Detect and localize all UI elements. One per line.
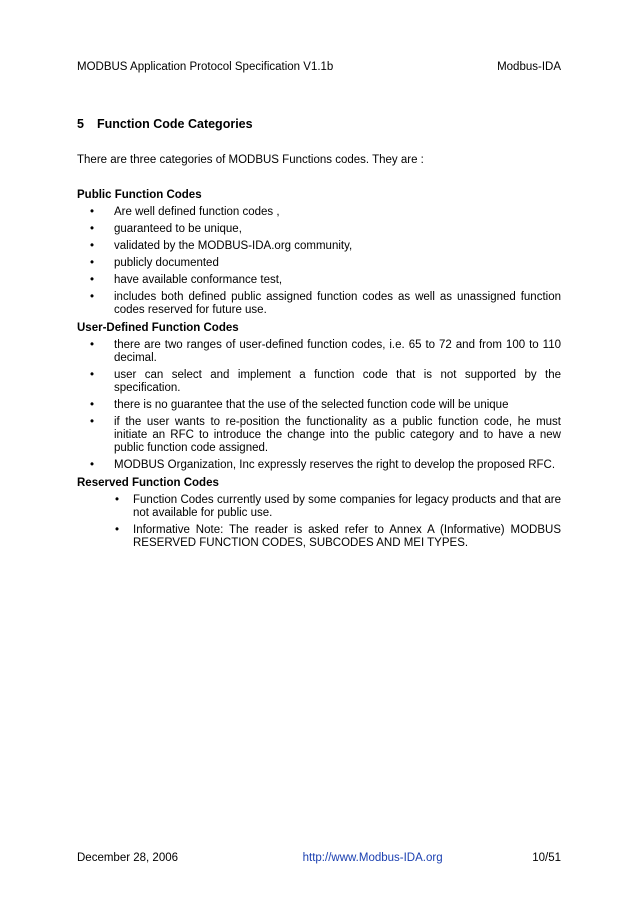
user-defined-codes-section [77, 321, 561, 472]
list-item: • have available conformance test, [77, 274, 561, 287]
section-title [77, 117, 253, 131]
page-footer [77, 852, 561, 864]
list-item: • publicly documented [77, 257, 561, 270]
user-defined-codes-heading: User-Defined Function Codes [77, 322, 239, 334]
document-body [77, 188, 561, 554]
section-number: 5 [77, 117, 84, 131]
list-item: • user can select and implement a function code that is not supported by the specification. [77, 369, 561, 395]
list-item: • guaranteed to be unique, [77, 223, 561, 236]
list-item: • there are two ranges of user-defined function codes, i.e. 65 to 72 and from 100 to 110 decimal. [77, 339, 561, 365]
public-codes-list [77, 206, 561, 317]
intro-paragraph: There are three categories of MODBUS Functions codes. They are : [77, 154, 424, 166]
list-item: • MODBUS Organization, Inc expressly reserves the right to develop the proposed RFC. [77, 459, 561, 472]
list-item: • Are well defined function codes , [77, 206, 561, 219]
header-title: MODBUS Application Protocol Specification V1.1b [77, 61, 334, 73]
list-item: • includes both defined public assigned function codes as well as unassigned function codes reserved for future use. [77, 291, 561, 317]
header-organization: Modbus-IDA [497, 61, 561, 73]
reserved-codes-list [77, 494, 561, 550]
list-item: • Informative Note: The reader is asked refer to Annex A (Informative) MODBUS RESERVED FUNCTION CODES, SUBCODES AND MEI TYPES. [77, 524, 561, 550]
list-item: • if the user wants to re-position the functionality as a public function code, he must initiate an RFC to introduce the change into the public category and to have a new public function code assigned. [77, 416, 561, 455]
user-defined-codes-list [77, 339, 561, 472]
footer-date: December 28, 2006 [77, 852, 179, 864]
page-number: 10/51 [532, 852, 561, 864]
reserved-codes-section [77, 476, 561, 550]
list-item: • Function Codes currently used by some companies for legacy products and that are not available for public use. [77, 494, 561, 520]
reserved-codes-heading: Reserved Function Codes [77, 477, 219, 489]
public-codes-section [77, 188, 561, 317]
footer-website-link[interactable]: http://www.Modbus-IDA.org [302, 852, 443, 864]
public-codes-heading: Public Function Codes [77, 189, 202, 201]
section-title-text: Function Code Categories [97, 117, 253, 131]
page-header [77, 61, 561, 73]
list-item: • validated by the MODBUS-IDA.org community, [77, 240, 561, 253]
list-item: • there is no guarantee that the use of the selected function code will be unique [77, 399, 561, 412]
